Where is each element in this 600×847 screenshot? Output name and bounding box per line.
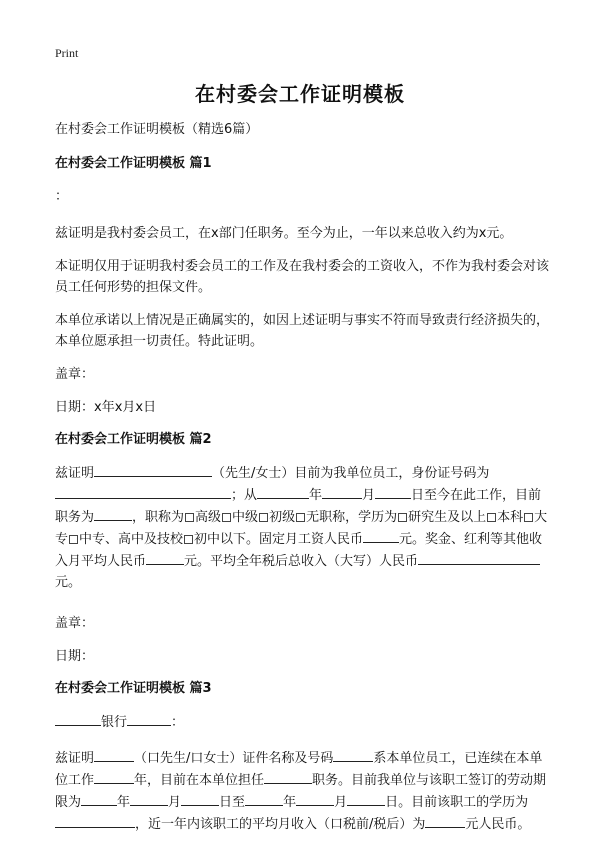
text-run: 元。 — [55, 575, 82, 590]
annual-income-blank[interactable] — [418, 550, 540, 565]
checkbox-postgrad[interactable] — [398, 513, 407, 522]
id-number-blank[interactable] — [55, 484, 231, 499]
text-run: 月 — [362, 488, 376, 503]
section-1-para-addressee: ： — [55, 189, 69, 204]
checkbox-senior[interactable] — [185, 513, 194, 522]
salary-blank[interactable] — [363, 528, 399, 543]
id-number-blank[interactable] — [333, 747, 373, 762]
text-run: 中专、高中及技校 — [79, 532, 184, 547]
section-2-stamp: 盖章： — [55, 616, 95, 631]
text-run: 本科 — [497, 510, 524, 525]
section-1-para-purpose: 本证明仅用于证明我村委会员工的工作及在我村委会的工资收入，不作为我村委会对该员工任何形势的担保文件。 — [55, 259, 550, 295]
checkbox-secondary[interactable] — [69, 535, 78, 544]
checkbox-bachelor[interactable] — [487, 513, 496, 522]
text-run: 元人民币。 — [465, 817, 531, 832]
position-blank[interactable] — [94, 506, 132, 521]
start-day-blank[interactable] — [375, 484, 411, 499]
start-year-blank[interactable] — [257, 484, 309, 499]
contract-start-day-blank[interactable] — [181, 791, 219, 806]
text-run: 月 — [168, 795, 182, 810]
text-run: （先生/女士）目前为我单位员工，身份证号码为 — [212, 466, 490, 481]
monthly-income-blank[interactable] — [425, 813, 465, 828]
bank-branch-blank[interactable] — [127, 711, 171, 726]
text-run: 月 — [334, 795, 348, 810]
contract-start-month-blank[interactable] — [130, 791, 168, 806]
document-body — [55, 120, 550, 847]
text-run: 日至今在此工作，目前职务为 — [55, 488, 542, 525]
text-run: ，近一年内该职工的平均月收入（口税前/税后）为 — [135, 817, 426, 832]
checkbox-intermediate[interactable] — [222, 513, 231, 522]
text-run: 无职称，学历为 — [306, 510, 398, 525]
text-run: 研究生及以上 — [408, 510, 487, 525]
text-run: 中级 — [232, 510, 259, 525]
text-run: （口先生/口女士）证件名称及号码 — [134, 751, 334, 766]
text-run: 初级 — [269, 510, 296, 525]
text-run: 兹证明 — [55, 751, 95, 766]
text-run: ，职称为 — [132, 510, 185, 525]
text-run: 年，目前在本单位担任 — [134, 773, 265, 788]
print-label[interactable]: Print — [55, 46, 79, 60]
education-blank[interactable] — [55, 813, 135, 828]
contract-start-year-blank[interactable] — [81, 791, 117, 806]
text-run: 元。平均全年税后总收入（大写）人民币 — [184, 554, 419, 569]
document-subtitle: 在村委会工作证明模板（精选6篇） — [55, 122, 259, 137]
section-3-bank-line — [55, 711, 550, 733]
section-3-body — [55, 747, 550, 835]
text-run: 兹证明 — [55, 466, 95, 481]
checkbox-junior[interactable] — [259, 513, 268, 522]
text-run: 高级 — [195, 510, 222, 525]
years-blank[interactable] — [94, 769, 134, 784]
text-run: 年 — [283, 795, 297, 810]
text-run: 日。目前该职工的学历为 — [385, 795, 529, 810]
text-run: 大专 — [55, 510, 548, 547]
checkbox-junior-high[interactable] — [184, 535, 193, 544]
section-1-para-commitment: 本单位承诺以上情况是正确属实的，如因上述证明与事实不符而导致责行经济损失的，本单位愿承担一切责任。特此证明。 — [55, 313, 550, 349]
text-run: 年 — [309, 488, 323, 503]
name-blank[interactable] — [94, 747, 134, 762]
checkbox-no-title[interactable] — [296, 513, 305, 522]
text-run: 日至 — [219, 795, 246, 810]
text-run: 银行 — [101, 715, 128, 730]
bonus-blank[interactable] — [146, 550, 184, 565]
contract-end-month-blank[interactable] — [296, 791, 334, 806]
start-month-blank[interactable] — [322, 484, 362, 499]
text-run: 系本单位员工，已连续在本单位工作 — [55, 751, 543, 788]
section-3-heading: 在村委会工作证明模板 篇3 — [55, 681, 212, 696]
addressee-blank[interactable] — [55, 711, 101, 726]
section-1-date: 日期：x年x月x日 — [55, 400, 157, 415]
text-run: 职务。目前我单位与该职工签订的劳动期限为 — [55, 773, 547, 810]
text-run: 元。奖金、红利等其他收入月平均人民币 — [55, 532, 543, 569]
section-1-para-employment: 兹证明是我村委会员工，在x部门任职务。至今为止，一年以来总收入约为x元。 — [55, 226, 513, 241]
text-run: 年 — [117, 795, 131, 810]
section-1-heading: 在村委会工作证明模板 篇1 — [55, 156, 212, 171]
contract-end-year-blank[interactable] — [245, 791, 283, 806]
name-blank[interactable] — [94, 462, 212, 477]
page-title: 在村委会工作证明模板 — [195, 82, 405, 106]
text-run: 初中以下。固定月工资人民币 — [194, 532, 364, 547]
text-run: ： — [171, 715, 185, 730]
section-2-date: 日期： — [55, 649, 95, 664]
section-2-body — [55, 462, 550, 593]
checkbox-college[interactable] — [524, 513, 533, 522]
section-2-heading: 在村委会工作证明模板 篇2 — [55, 432, 212, 447]
section-1-stamp: 盖章： — [55, 367, 95, 382]
position-blank[interactable] — [264, 769, 312, 784]
contract-end-day-blank[interactable] — [347, 791, 385, 806]
text-run: ；从 — [231, 488, 258, 503]
